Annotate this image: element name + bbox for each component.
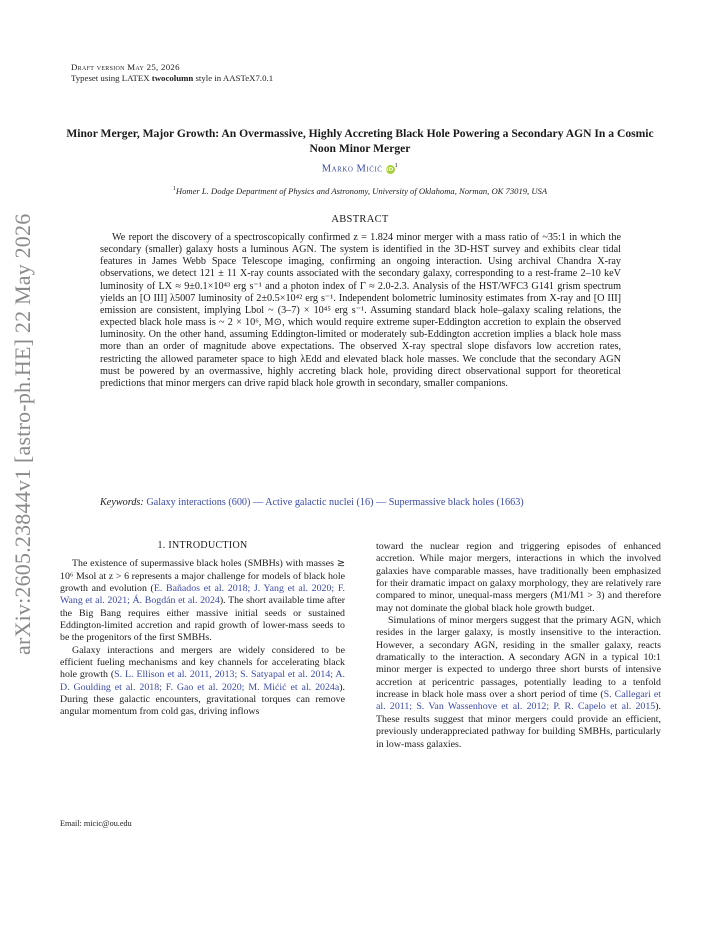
citation-link[interactable]: E. Bañados et al. 2018; J. Yang et al. 2020; F. Wang et al. 2021; Á. Bogdán et al. 2024 [60, 583, 346, 607]
author-name[interactable]: Marko Mićić [321, 163, 383, 175]
typeset-line: Typeset using LATEX twocolumn style in AASTeX7.0.1 [71, 73, 274, 83]
keywords[interactable] [100, 497, 660, 508]
keywords-label: Keywords: [100, 497, 144, 508]
abstract-text: We report the discovery of a spectroscopically confirmed z = 1.824 minor merger with a mass ratio of ~35:1 in which the secondary (smaller) galaxy hosts a luminous AGN. The system is identified in the 3D-HST survey and exhibits clear tidal features in James Webb Space Telescope imaging, confirming an ongoing interaction. Using archival Chandra X-ray observations, we detect 121 ± 11 X-ray counts associated with the secondary galaxy, corresponding to a rest-frame 2–10 keV luminosity of LX ≈ 9±0.1×10⁴³ erg s⁻¹ and a photon index of Γ ≈ 2.0-2.3. Analysis of the HST/WFC3 G141 grism spectrum yields an [O III] λ5007 luminosity of 2±0.5×10⁴² erg s⁻¹. Independent bolometric luminosity estimates from X-ray and [O III] emission are consistent, implying Lbol ~ (3–7) × 10⁴⁵ erg s⁻¹. Assuming standard black hole–galaxy scaling relations, the expected black hole mass is ~ 2 × 10⁶, M⊙, which would require extreme super-Eddington accretion to explain the observed luminosity. On the other hand, assuming Eddington-limited or moderately sub-Eddington accretion implies a black hole mass more than an order of magnitude above expectations. The observed X-ray spectral slope disfavors low accretion rates, restricting the allowed parameter space to high λEdd and elevated black hole masses. We conclude that the secondary AGN must be powered by an overmassive, highly accreting black hole, providing direct observational support for theoretical predictions that minor mergers can drive rapid black hole growth in secondary, smaller companions. [100, 232, 621, 389]
author-affil-mark: 1 [394, 162, 399, 169]
draft-date: Draft version May 25, 2026 [71, 62, 180, 72]
column-right [376, 541, 661, 751]
section-heading-introduction: 1. INTRODUCTION [157, 540, 248, 551]
column-left [60, 540, 345, 719]
email-footnote[interactable]: Email: micic@ou.edu [60, 819, 132, 828]
citation-link[interactable]: S. Callegari et al. 2011; S. Van Wassenhove et al. 2012; P. R. Capelo et al. 2015 [376, 689, 661, 713]
author-line[interactable] [0, 162, 720, 175]
intro-paragraph-2-continued: toward the nuclear region and triggering episodes of enhanced accretion. While major mergers, interactions in which the involved galaxies have comparable masses, have traditionally been emphasized for their dramatic impact on galaxy morphology, they are relatively rare compared to minor, unequal-mass mergers (M1/M1 > 3) and therefore may not dominate the global black hole growth budget. [376, 541, 661, 614]
intro-paragraph-1: The existence of supermassive black holes (SMBHs) with masses ≳ 10⁶ Msol at z > 6 represents a major challenge for models of black hole growth and evolution (E. Bañados et al. 2018; J. Yang et al. 2020; F. Wang et al. 2021; Á. Bogdán et al. 2024). The short available time after the Big Bang requires either massive initial seeds or sustained Eddington-limited accretion and rapid growth of lower-mass seeds to be the progenitors of the first SMBHs. [60, 558, 346, 644]
affiliation: $^1$Homer L. Dodge Department of Physics and Astronomy, University of Oklahoma, Norman, OK 73019, USA [172, 186, 548, 196]
citation-link[interactable]: S. L. Ellison et al. 2011, 2013; S. Satyapal et al. 2014; A. D. Goulding et al. 2018; F. Gao et al. 2020; M. Mićić et al. 2024a [60, 669, 345, 693]
keywords-links[interactable]: Galaxy interactions (600) — Active galactic nuclei (16) — Supermassive black holes (1663) [146, 497, 524, 508]
arxiv-stamp: arXiv:2605.23844v1 [astro-ph.HE] 22 May 2026 [10, 213, 35, 655]
paper-title: Minor Merger, Major Growth: An Overmassive, Highly Accreting Black Hole Powering a Secondary AGN In a Cosmic Noon Minor Merger [66, 127, 654, 155]
draft-header [71, 62, 273, 84]
intro-paragraph-3: Simulations of minor mergers suggest that the primary AGN, which resides in the larger galaxy, is mostly insensitive to the interaction. However, a secondary AGN, residing in the smaller galaxy, reacts dramatically to the interaction. A secondary AGN in a typical 10:1 minor merger is expected to undergo three short bursts of intensive accretion at pericentric passages, potentially leading to a tenfold increase in black hole mass over a short period of time (S. Callegari et al. 2011; S. Van Wassenhove et al. 2012; P. R. Capelo et al. 2015). These results suggest that minor mergers could provide an efficient, previously underappreciated pathway for building SMBHs, particularly in low-mass galaxies. [376, 615, 661, 750]
intro-paragraph-2: Galaxy interactions and mergers are widely considered to be efficient fueling mechanisms and key channels for accelerating black hole growth (S. L. Ellison et al. 2011, 2013; S. Satyapal et al. 2014; A. D. Goulding et al. 2018; F. Gao et al. 2020; M. Mićić et al. 2024a). During these galactic encounters, gravitational torques can remove angular momentum from cold gas, driving inflows [60, 644, 345, 718]
latex-logo: LATEX [121, 73, 150, 83]
orcid-icon[interactable]: iD [386, 165, 394, 173]
abstract-heading: ABSTRACT [331, 214, 389, 225]
